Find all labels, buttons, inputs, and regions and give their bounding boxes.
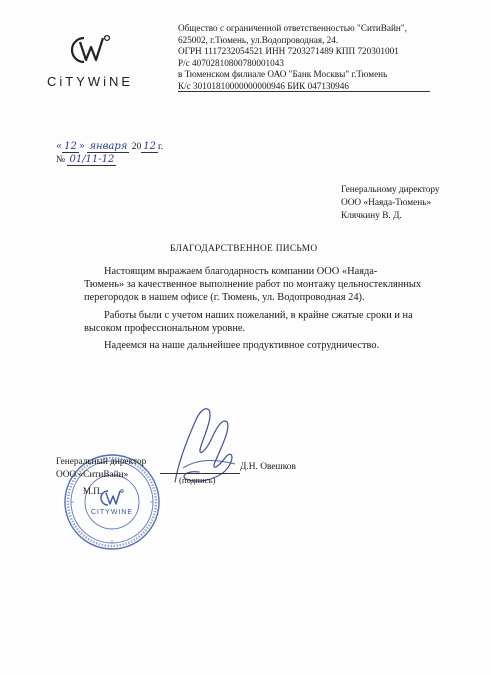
body-line: Надеемся на наше дальнейшее продуктивное сотрудничество.: [104, 340, 380, 352]
signatory-name: Д.Н. Овешков: [240, 462, 296, 472]
addressee-block: [341, 184, 440, 223]
body-line: Работы были с учетом наших пожеланий, в крайне сжатые сроки и на: [104, 309, 413, 321]
signatory-role: [56, 456, 146, 481]
company-requisites: [178, 23, 478, 93]
body-paragraph: [84, 265, 468, 305]
logo-wordmark: CiTYWiNE: [46, 74, 134, 89]
signature-caption: (подпись): [179, 475, 216, 485]
date-year-prefix: 20: [131, 142, 142, 152]
signatory-role-line: Генеральный директор: [56, 457, 147, 467]
requisites-line: Р/с 40702810800780001043: [178, 57, 284, 68]
number-label: №: [56, 155, 66, 165]
body-line: перегородок в нашем офисе (г. Тюмень, ул. Водопроводная 24).: [84, 292, 365, 304]
company-logo: [44, 30, 134, 90]
date-quote-close: »: [78, 141, 85, 152]
seal-brand-text: CITYWINE: [90, 509, 134, 516]
signatory-company-line: ООО «СитиВайн»: [56, 469, 129, 480]
body-paragraph: [104, 339, 468, 352]
letter-body: [84, 265, 468, 352]
signature-line: [160, 473, 240, 474]
body-paragraph: [84, 309, 468, 335]
requisites-line: К/с 30101810000000000946 БИК 047130946: [178, 80, 349, 91]
seal-place-label: М.П.: [83, 486, 103, 496]
letter-number: [56, 154, 116, 165]
date-suffix: г.: [157, 142, 164, 152]
requisites-line: в Тюменском филиале ОАО "Банк Москвы" г.Тюмень: [178, 69, 388, 80]
requisites-divider: [178, 91, 430, 92]
date-quote-open: «: [56, 141, 63, 152]
body-line: высоком профессиональном уровне.: [84, 322, 246, 334]
addressee-line: Клячкину В. Д.: [341, 211, 402, 221]
requisites-line: Общество с ограниченной ответственностью "СитиВайн",: [178, 23, 407, 33]
logo-mark-icon: [66, 30, 114, 70]
body-line: Тюмень» за качественное выполнение работ по монтажу цельностеклянных: [84, 279, 422, 291]
addressee-line: Генеральному директору: [341, 185, 440, 195]
letter-title: БЛАГОДАРСТВЕННОЕ ПИСЬМО: [170, 244, 318, 254]
requisites-line: 625002, г.Тюмень, ул.Водопроводная, 24.: [178, 34, 339, 45]
seal-logo-icon: [101, 490, 123, 505]
date-month: января: [89, 141, 128, 152]
addressee-line: ООО «Наяда-Тюмень»: [341, 198, 432, 208]
letter-date: [56, 141, 163, 153]
requisites-line: ОГРН 1117232054521 ИНН 7203271489 КПП 720301001: [178, 46, 399, 57]
date-day: 12: [64, 141, 77, 152]
number-value: 01/11-12: [69, 154, 115, 165]
body-line: Настоящим выражаем благодарность компании ООО «Наяда-: [104, 266, 378, 277]
date-year-suffix: 12: [143, 141, 156, 152]
